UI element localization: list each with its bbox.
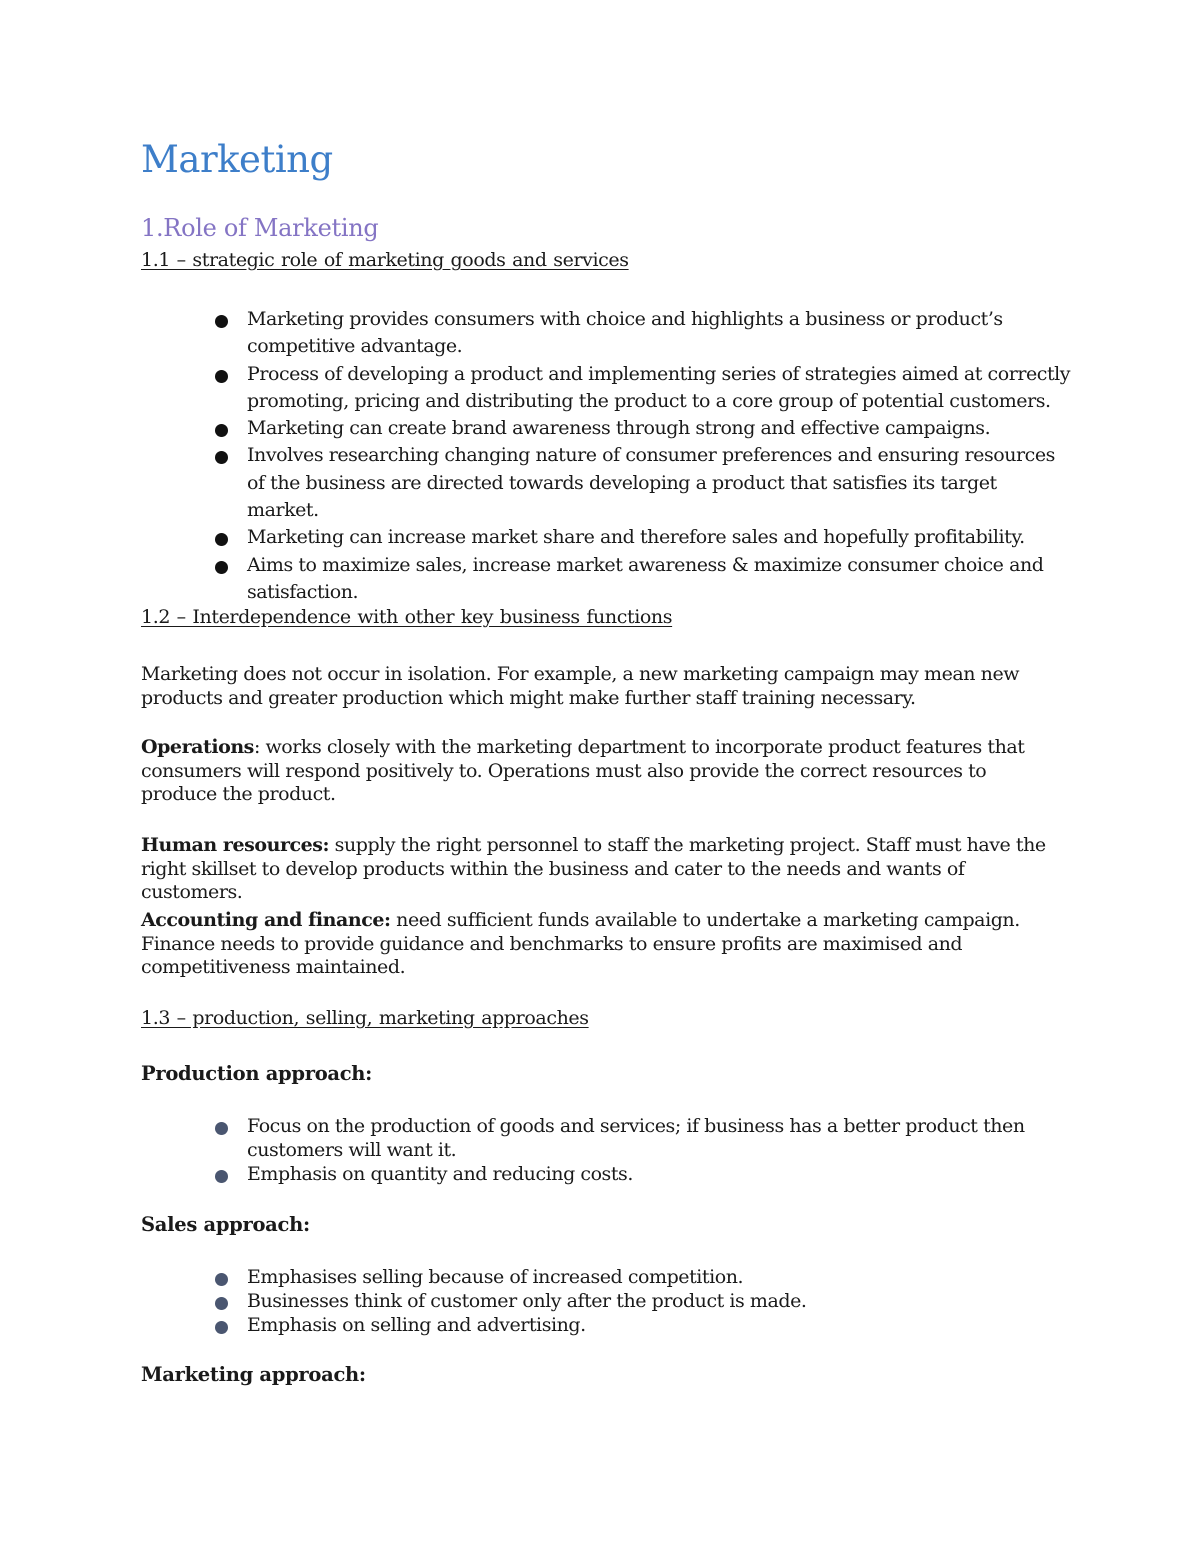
list-item: Marketing can increase market share and therefore sales and hopefully profitability. (141, 524, 1071, 551)
production-approach-label: Production approach: (141, 1062, 373, 1085)
subheading-1-2: 1.2 – Interdependence with other key business functions (141, 606, 673, 628)
strategic-role-bullet-list (141, 306, 1071, 606)
sales-approach-bullet-list (141, 1265, 1071, 1337)
document-title: Marketing (141, 138, 333, 181)
accounting-finance-label: Accounting and finance: (141, 909, 391, 931)
sales-approach-label: Sales approach: (141, 1213, 310, 1236)
list-item: Process of developing a product and implementing series of strategies aimed at correctly promoting, pricing and distributing the product to a core group of potential customers. (141, 361, 1071, 416)
production-approach-bullet-list (141, 1114, 1071, 1186)
list-item: Marketing provides consumers with choice and highlights a business or product’s competitive advantage. (141, 306, 1071, 361)
human-resources-label: Human resources: (141, 834, 330, 856)
operations-paragraph: Operations: works closely with the marketing department to incorporate product features that consumers will respond positively to. Operations must also provide the correct resources to produce the product. (141, 736, 1025, 805)
operations-label: Operations (141, 736, 254, 758)
human-resources-paragraph: Human resources: supply the right personnel to staff the marketing project. Staff must have the right skillset to develop products within the business and cater to the needs and wants of customers. (141, 834, 1046, 903)
bullet-icon (215, 533, 228, 546)
subheading-1-3: 1.3 – production, selling, marketing approaches (141, 1007, 589, 1029)
bullet-icon (215, 1170, 228, 1183)
section-heading-role-of-marketing: 1.Role of Marketing (141, 214, 379, 242)
bullet-icon (215, 451, 228, 464)
list-item: Involves researching changing nature of consumer preferences and ensuring resources of the business are directed towards developing a product that satisfies its target market. (141, 442, 1071, 524)
list-item: Focus on the production of goods and services; if business has a better product then customers will want it. (141, 1114, 1071, 1162)
list-item: Marketing can create brand awareness through strong and effective campaigns. (141, 415, 1071, 442)
list-item: Aims to maximize sales, increase market awareness & maximize consumer choice and satisfaction. (141, 552, 1071, 607)
bullet-icon (215, 1321, 228, 1334)
interdependence-intro-paragraph: Marketing does not occur in isolation. For example, a new marketing campaign may mean new products and greater production which might make further staff training necessary. (141, 663, 1020, 709)
list-item: Emphasis on selling and advertising. (141, 1313, 1071, 1337)
subheading-1-1: 1.1 – strategic role of marketing goods and services (141, 249, 629, 271)
accounting-finance-paragraph: Accounting and finance: need sufficient funds available to undertake a marketing campaign. Finance needs to provide guidance and benchmarks to ensure profits are maximised and competitiveness maintained. (141, 909, 1020, 978)
list-item: Emphasis on quantity and reducing costs. (141, 1162, 1071, 1186)
bullet-icon (215, 424, 228, 437)
list-item: Businesses think of customer only after the product is made. (141, 1289, 1071, 1313)
bullet-icon (215, 1122, 228, 1135)
list-item: Emphasises selling because of increased competition. (141, 1265, 1071, 1289)
bullet-icon (215, 1273, 228, 1286)
bullet-icon (215, 561, 228, 574)
marketing-approach-label: Marketing approach: (141, 1363, 366, 1386)
bullet-icon (215, 370, 228, 383)
bullet-icon (215, 1297, 228, 1310)
bullet-icon (215, 315, 228, 328)
